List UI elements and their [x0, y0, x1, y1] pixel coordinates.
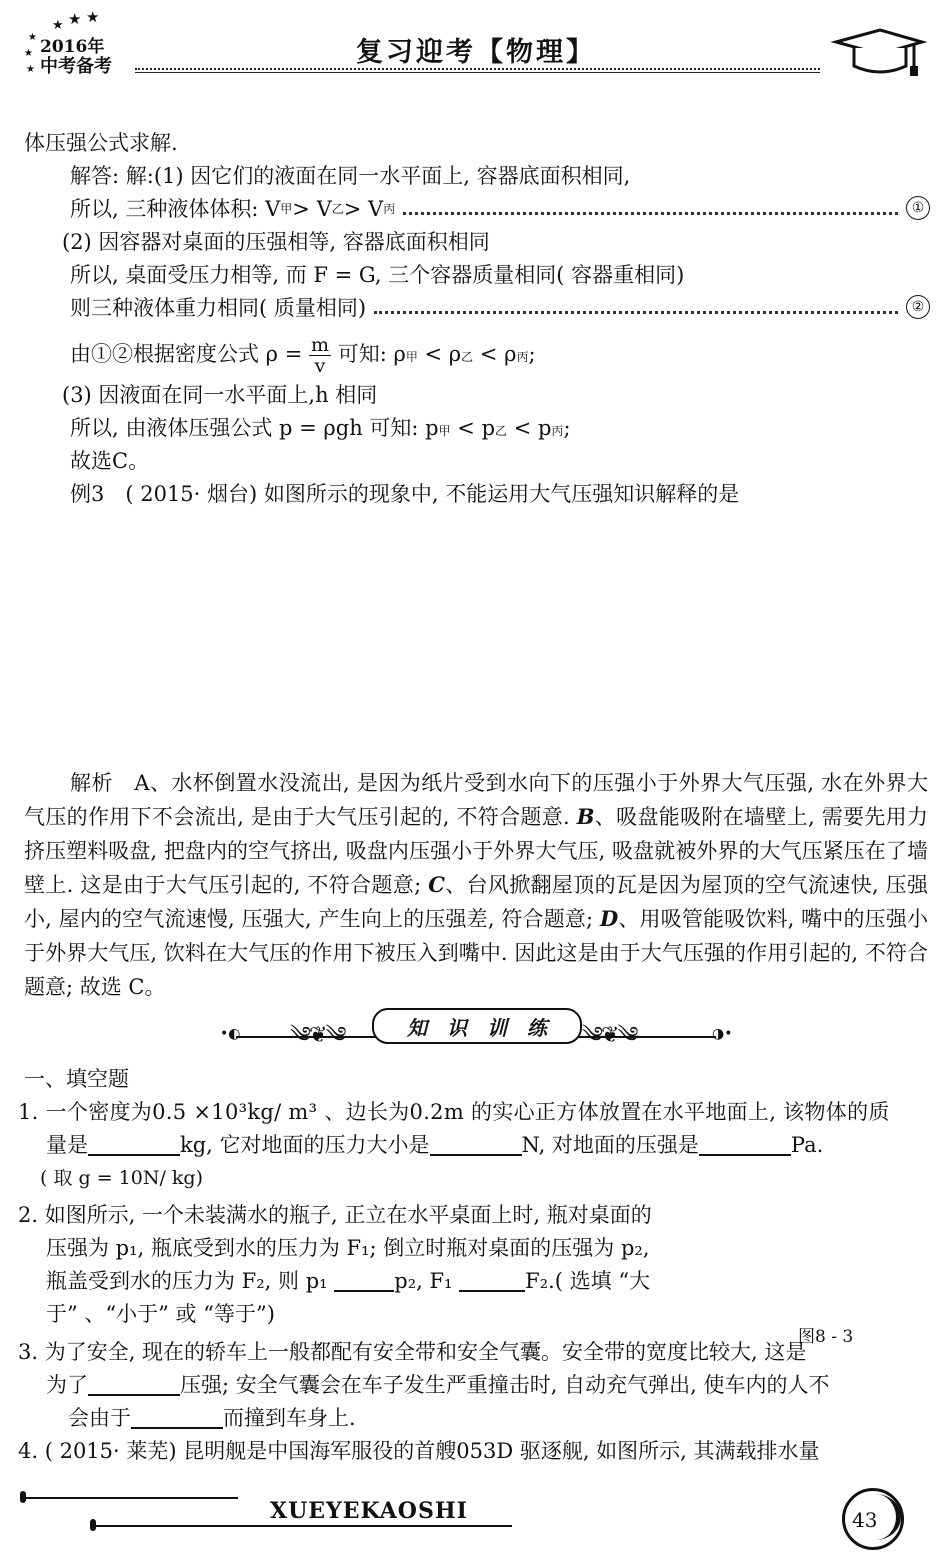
text-line: 所以, 由液体压强公式 p = ρgh 可知: p甲 < p乙 < p丙; — [70, 416, 571, 440]
text-line: 所以, 桌面受压力相等, 而 F = G, 三个容器质量相同( 容器重相同) — [70, 263, 685, 287]
text-line: 所以, 三种液体体积: V 甲 > V 乙 > V 丙 ① — [70, 194, 930, 224]
flourish-icon: ༄❦༄ — [290, 1023, 345, 1048]
text-line: 体压强公式求解. — [24, 131, 178, 155]
question-1-cont: 量是 kg, 它对地面的压力大小是 N, 对地面的压强是 Pa. — [46, 1133, 824, 1157]
header-rule — [135, 68, 820, 70]
footer-brand: XUEYEKAOSHI — [270, 1498, 468, 1524]
star-icon: ★ — [24, 48, 33, 59]
dot-leader — [403, 211, 898, 215]
ornament-icon: ◑• — [712, 1026, 733, 1042]
question-2-cont: 瓶盖受到水的压力为 F₂, 则 p₁ p₂, F₁ F₂.( 选填 “大 — [46, 1269, 651, 1293]
star-icon: ★ — [26, 64, 35, 75]
star-icon: ★ — [52, 18, 64, 33]
text-line: (3) 因液面在同一水平面上,h 相同 — [62, 383, 378, 407]
text-line: 解答: 解:(1) 因它们的液面在同一水平面上, 容器底面积相同, — [70, 164, 631, 188]
text-line: (2) 因容器对桌面的压强相等, 容器底面积相同 — [62, 230, 490, 254]
footer-rule — [22, 1497, 238, 1499]
footer-rule-cap — [90, 1519, 96, 1531]
question-1: 1. 一个密度为0.5 ×10³kg/ m³ 、边长为0.2m 的实心正方体放置在水平地面上, 该物体的质 — [18, 1100, 890, 1124]
answer-blank[interactable] — [430, 1134, 522, 1156]
example-heading: 例3 ( 2015· 烟台) 如图所示的现象中, 不能运用大气压强知识解释的是 — [70, 482, 740, 506]
answer-blank[interactable] — [131, 1407, 223, 1429]
star-icon: ★ — [86, 8, 100, 26]
question-2: 2. 如图所示, 一个未装满水的瓶子, 正立在水平桌面上时, 瓶对桌面的 — [18, 1203, 652, 1227]
equation-marker: ① — [906, 196, 930, 220]
header-rule — [135, 72, 820, 73]
dot-leader — [374, 310, 898, 314]
header-badge — [22, 10, 140, 80]
figure-caption: 图8 - 3 — [798, 1327, 854, 1347]
density-fraction: $\frac{m}{v}$ — [310, 334, 330, 377]
footer-rule-cap — [20, 1491, 26, 1503]
star-icon: ★ — [28, 32, 37, 43]
equation-marker: ② — [906, 295, 930, 319]
answer-blank[interactable] — [459, 1270, 525, 1292]
badge-subtitle: 中考备考 — [40, 56, 112, 77]
star-icon: ★ — [68, 10, 82, 28]
footer-rule — [92, 1525, 512, 1527]
answer-blank[interactable] — [699, 1134, 791, 1156]
section-heading: 一、填空题 — [24, 1067, 129, 1091]
banner-title: 知 识 训 练 — [407, 1016, 547, 1040]
page-number: 43 — [852, 1508, 878, 1532]
text-line: 由①②根据密度公式 ρ = $\frac{m}{v}$ 可知: ρ甲 < ρ乙 < ρ丙; — [70, 334, 536, 377]
graduation-cap-icon — [828, 20, 928, 82]
answer-blank[interactable] — [88, 1374, 180, 1396]
question-2-cont: 于” 、“小于” 或 “等于”) — [46, 1302, 275, 1326]
ornament-icon: •◐ — [220, 1026, 241, 1042]
page-title: 复习迎考【物理】 — [356, 37, 596, 68]
flourish-icon: ༄❦༄ — [582, 1023, 637, 1048]
answer-blank[interactable] — [334, 1270, 394, 1292]
question-3-cont: 为了 压强; 安全气囊会在车子发生严重撞击时, 自动充气弹出, 使车内的人不 — [46, 1373, 830, 1397]
question-3-cont: 会由于 而撞到车身上. — [68, 1406, 356, 1430]
text-line: 故选C。 — [70, 449, 150, 473]
question-2-cont: 压强为 p₁, 瓶底受到水的压力为 F₁; 倒立时瓶对桌面的压强为 p₂, — [46, 1236, 650, 1260]
question-3: 3. 为了安全, 现在的轿车上一般都配有安全带和安全气囊。安全带的宽度比较大, 这是 — [18, 1340, 807, 1364]
question-1-note: ( 取 g = 10N/ kg) — [40, 1167, 203, 1189]
section-banner — [220, 1006, 735, 1046]
badge-year: 2016年 — [40, 37, 105, 57]
text-line: 则三种液体重力相同( 质量相同) ② — [70, 293, 930, 323]
answer-blank[interactable] — [88, 1134, 180, 1156]
question-4: 4. ( 2015· 莱芜) 昆明舰是中国海军服役的首艘053D 驱逐舰, 如图所示, 其满载排水量 — [18, 1439, 820, 1463]
analysis-paragraph: 解析 A、水杯倒置水没流出, 是因为纸片受到水向下的压强小于外界大气压强, 水在外界大气压的作用下不会流出, 是由于大气压引起的, 不符合题意. B、吸盘能吸附在墙壁上, 需要先用力挤压塑料吸盘, 把盘内的空气挤出, 吸盘内压强小于外界大气压, 吸盘就被外界的大气压紧压在了墙壁上. 这是由于大气压引起的, 不符合题意; C、台风掀翻屋顶的瓦是因为屋顶的空气流速快, 压强小, 屋内的空气流速慢, 压强大, 产生向上的压强差, 符合题意; D、用吸管能吸饮料, 嘴中的压强小于外界大气压, 饮料在大气压的作用下被压入到嘴中. 因此这是由于大气压强的作用引起的, 不符合题意; 故选 C。 — [24, 771, 928, 999]
